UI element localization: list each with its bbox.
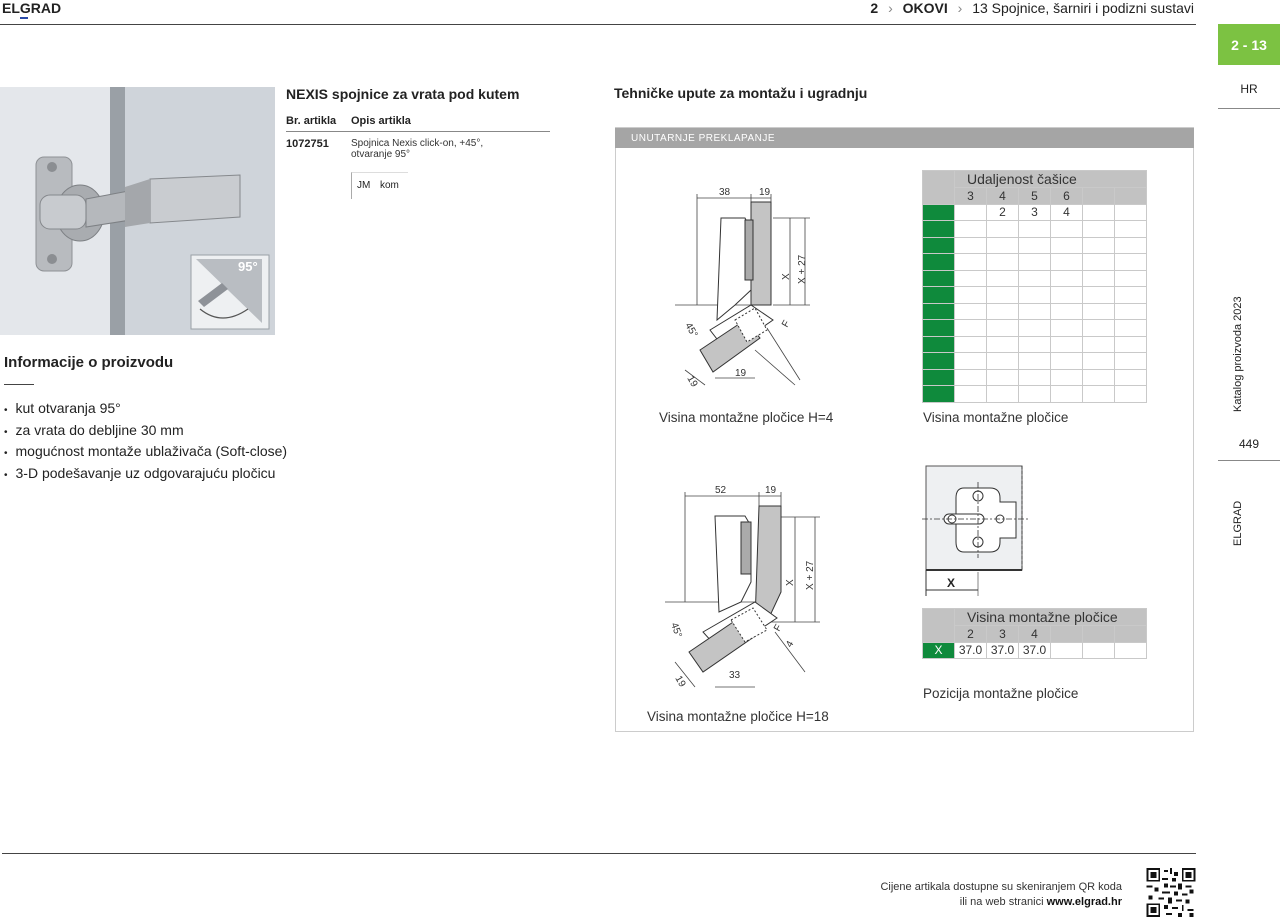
table-header: Visina montažne pločice [955,609,1147,626]
dimension-label: 4 [784,639,797,650]
column-header: 5 [1019,188,1051,205]
breadcrumb-section[interactable]: Spojnice, šarniri i podizni sustavi [991,0,1194,16]
column-header [1083,626,1115,643]
column-header [1115,188,1147,205]
table-cell: 37.0 [987,642,1019,659]
dimension-label: X [785,579,796,586]
table-row [923,254,1147,271]
catalog-label: Katalog proizvoda 2023 [1232,296,1244,412]
breadcrumb [870,0,1194,16]
table-cell: 37.0 [955,642,987,659]
table-cell: 2 [987,204,1019,221]
dimension-label: F [772,622,785,634]
dimension-label: 19 [759,187,771,198]
dimension-label: 19 [672,674,688,690]
breadcrumb-chapter-num[interactable]: 2 [870,0,879,16]
dimension-label: 19 [735,368,747,379]
column-header-description: Opis artikla [351,115,411,127]
unit-box [351,172,408,199]
info-list [4,399,287,485]
angle-label: 45° [668,621,684,640]
product-title: NEXIS spojnice za vrata pod kutem [286,86,520,102]
table-cell: 4 [1051,204,1083,221]
diagram-caption: Visina montažne pločice H=18 [647,709,829,724]
list-item: • za vrata do debljine 30 mm [4,421,287,443]
table-row [923,642,1147,659]
table-cell: 37.0 [1019,642,1051,659]
footer-divider [2,853,1196,854]
diagram-caption: Visina montažne pločice H=4 [659,410,834,425]
table-row [923,270,1147,287]
column-header: 3 [955,188,987,205]
article-number[interactable]: 1072751 [286,138,329,150]
table-row [923,320,1147,337]
table-row [923,353,1147,370]
unit-value: kom [380,180,399,191]
page-number: 449 [1238,437,1260,451]
angle-badge: 95° [238,259,258,274]
dimension-label: 38 [719,187,731,198]
column-header: 4 [987,188,1019,205]
table-header: Udaljenost čašice [955,171,1147,188]
column-header-article: Br. artikla [286,115,337,127]
hinge-diagram-h4 [655,180,825,395]
table-row [923,287,1147,304]
footer-note: Cijene artikala dostupne su skeniranjem QR koda ili na web stranici www.elgrad.hr [880,881,1122,908]
column-header [1083,188,1115,205]
brand-logo: ELGRAD [2,0,62,16]
sidebar-brand: ELGRAD [1232,500,1244,546]
dimension-label: 19 [765,485,777,496]
table-row [923,303,1147,320]
table-corner [923,171,955,205]
dimension-label: X + 27 [797,254,808,284]
chevron-right-icon: › [957,0,963,16]
dimension-label: 33 [729,670,741,681]
list-item: • 3-D podešavanje uz odgovarajuću pločicu [4,464,287,486]
column-header: 2 [955,626,987,643]
table-row [923,237,1147,254]
dimension-label: 52 [715,485,727,496]
mounting-plate-diagram [920,462,1030,597]
breadcrumb-chapter[interactable]: OKOVI [902,0,948,16]
plate-height-table [922,608,1147,659]
panel-header: UNUTARNJE PREKLAPANJE [615,128,1194,148]
dimension-label: 19 [684,374,700,390]
column-header [1115,626,1147,643]
table-row [923,369,1147,386]
dimension-label: X [781,273,792,280]
sidebar-divider [1218,460,1280,461]
row-label: X [923,642,955,659]
x-label: X [947,576,956,590]
website-link[interactable]: www.elgrad.hr [1046,896,1122,908]
info-divider [4,384,34,385]
table-row [923,336,1147,353]
table-row [923,221,1147,238]
cup-distance-table [922,170,1147,403]
column-header: 4 [1019,626,1051,643]
plate-caption: Pozicija montažne pločice [923,686,1079,701]
product-photo [0,87,275,335]
language-label: HR [1240,82,1258,96]
table-caption: Visina montažne pločice [923,410,1069,425]
dimension-label: F [780,318,793,330]
column-header: 3 [987,626,1019,643]
chevron-right-icon: › [888,0,893,16]
column-header: 6 [1051,188,1083,205]
hinge-diagram-h18 [655,482,830,692]
list-item: • kut otvaranja 95° [4,399,287,421]
angle-label: 45° [682,321,700,340]
chapter-tab[interactable]: 2 - 13 [1218,24,1280,65]
qr-code-icon[interactable] [1146,868,1196,917]
list-item: • mogućnost montaže ublaživača (Soft-close) [4,442,287,464]
info-title: Informacije o proizvodu [4,354,174,371]
dimension-label: X + 27 [805,560,816,590]
header-divider [0,24,1196,25]
sidebar-divider [1218,108,1280,109]
table-row [923,204,1147,221]
breadcrumb-section-num[interactable]: 13 [972,0,988,16]
article-description: Spojnica Nexis click-on, +45°, otvaranje 95° [351,138,484,160]
table-row [923,386,1147,403]
brand-underline [20,17,28,19]
table-cell: 3 [1019,204,1051,221]
column-header [1051,626,1083,643]
table-corner [923,609,955,643]
unit-label: JM [357,180,371,191]
tech-title: Tehničke upute za montažu i ugradnju [614,85,868,101]
table-divider [286,131,550,132]
